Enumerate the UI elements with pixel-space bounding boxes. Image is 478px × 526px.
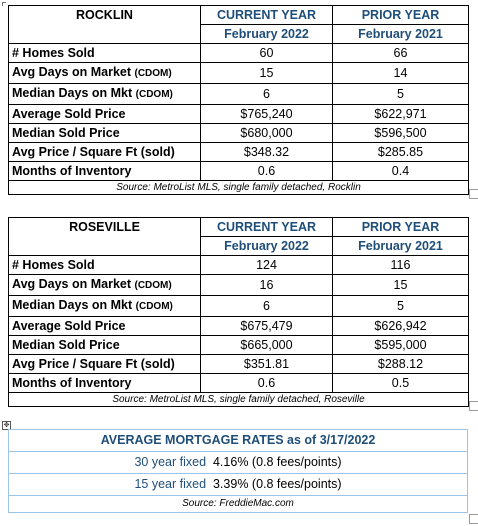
mortgage-rates-table <box>8 429 468 513</box>
rocklin-table <box>8 5 469 195</box>
prior-value: 0.5 <box>333 374 469 393</box>
row-label: Months of Inventory <box>9 162 201 181</box>
current-value: 124 <box>201 256 333 275</box>
row-label: # Homes Sold <box>9 44 201 63</box>
table-resize-handle[interactable] <box>469 401 478 411</box>
table-row <box>9 63 469 84</box>
prior-value: 66 <box>333 44 469 63</box>
row-label: Median Sold Price <box>9 124 201 143</box>
row-label <box>9 296 201 317</box>
prior-value: $596,500 <box>333 124 469 143</box>
row-label: Months of Inventory <box>9 374 201 393</box>
roseville-prior-period: February 2021 <box>333 237 469 256</box>
row-label: Avg Price / Square Ft (sold) <box>9 143 201 162</box>
mortgage-row <box>9 474 468 496</box>
roseville-source-note: Source: MetroList MLS, single family detached, Roseville <box>9 393 469 407</box>
prior-value: $626,942 <box>333 317 469 336</box>
table-row <box>9 105 469 124</box>
roseville-city-heading: ROSEVILLE <box>9 218 201 256</box>
table-row <box>9 143 469 162</box>
prior-value: 15 <box>333 275 469 296</box>
current-value: 6 <box>201 84 333 105</box>
row-label <box>9 84 201 105</box>
row-label: # Homes Sold <box>9 256 201 275</box>
mortgage-term: 15 year fixed <box>134 477 207 491</box>
current-value: 15 <box>201 63 333 84</box>
prior-value: $595,000 <box>333 336 469 355</box>
mortgage-source-note: Source: FreddieMac.com <box>9 496 468 513</box>
roseville-current-label: CURRENT YEAR <box>201 218 333 237</box>
table-row <box>9 84 469 105</box>
row-label: Avg Price / Square Ft (sold) <box>9 355 201 374</box>
current-value: $765,240 <box>201 105 333 124</box>
current-value: $680,000 <box>201 124 333 143</box>
table-row <box>9 474 468 496</box>
current-value: $675,479 <box>201 317 333 336</box>
mortgage-row <box>9 452 468 474</box>
mortgage-rate: 3.39% (0.8 fees/points) <box>212 477 342 491</box>
current-value: $348.32 <box>201 143 333 162</box>
current-value: 6 <box>201 296 333 317</box>
row-label: Median Sold Price <box>9 336 201 355</box>
mortgage-title: AVERAGE MORTGAGE RATES as of 3/17/2022 <box>9 430 468 452</box>
mortgage-term: 30 year fixed <box>134 455 207 469</box>
table-row <box>9 452 468 474</box>
table-row <box>9 44 469 63</box>
row-label-main: Median Days on Mkt <box>12 86 136 100</box>
rocklin-source-note: Source: MetroList MLS, single family detached, Rocklin <box>9 181 469 195</box>
table-row <box>9 162 469 181</box>
rocklin-city-heading: ROCKLIN <box>9 6 201 44</box>
table-row <box>9 355 469 374</box>
rocklin-prior-label: PRIOR YEAR <box>333 6 469 25</box>
row-label <box>9 275 201 296</box>
table-row <box>9 296 469 317</box>
current-value: 0.6 <box>201 162 333 181</box>
prior-value: $622,971 <box>333 105 469 124</box>
corner-mark <box>2 2 6 6</box>
prior-value: $288.12 <box>333 355 469 374</box>
table-row <box>9 336 469 355</box>
table-resize-handle[interactable] <box>469 189 478 199</box>
row-label-small: (CDOM) <box>135 89 173 100</box>
row-label: Average Sold Price <box>9 317 201 336</box>
mortgage-rate: 4.16% (0.8 fees/points) <box>212 455 342 469</box>
prior-value: 5 <box>333 84 469 105</box>
row-label-small: (CDOM) <box>134 68 172 79</box>
roseville-table <box>8 217 469 407</box>
roseville-prior-label: PRIOR YEAR <box>333 218 469 237</box>
table-row <box>9 256 469 275</box>
table-resize-handle[interactable] <box>469 514 478 524</box>
current-value: 60 <box>201 44 333 63</box>
table-row <box>9 374 469 393</box>
row-label-small: (CDOM) <box>135 301 173 312</box>
row-label-main: Median Days on Mkt <box>12 298 136 312</box>
prior-value: 14 <box>333 63 469 84</box>
row-label-main: Avg Days on Market <box>12 65 135 79</box>
current-value: 0.6 <box>201 374 333 393</box>
current-value: 16 <box>201 275 333 296</box>
table-row <box>9 275 469 296</box>
rocklin-current-label: CURRENT YEAR <box>201 6 333 25</box>
rocklin-current-period: February 2022 <box>201 25 333 44</box>
prior-value: 116 <box>333 256 469 275</box>
current-value: $665,000 <box>201 336 333 355</box>
prior-value: 0.4 <box>333 162 469 181</box>
table-row <box>9 317 469 336</box>
prior-value: $285.85 <box>333 143 469 162</box>
table-row <box>9 124 469 143</box>
prior-value: 5 <box>333 296 469 317</box>
row-label-main: Avg Days on Market <box>12 277 135 291</box>
roseville-current-period: February 2022 <box>201 237 333 256</box>
row-label-small: (CDOM) <box>134 280 172 291</box>
rocklin-prior-period: February 2021 <box>333 25 469 44</box>
row-label <box>9 63 201 84</box>
table-move-handle-icon[interactable]: ✥ <box>3 422 10 429</box>
row-label: Average Sold Price <box>9 105 201 124</box>
current-value: $351.81 <box>201 355 333 374</box>
